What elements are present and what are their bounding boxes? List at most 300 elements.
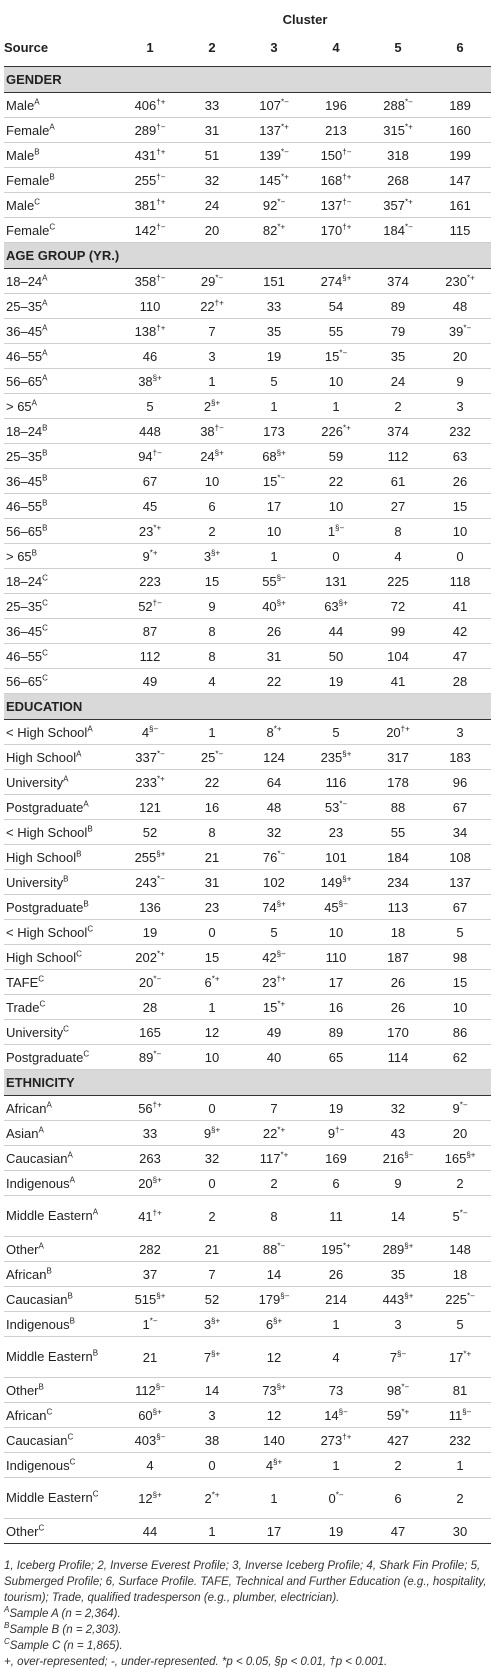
sample-superscript: A bbox=[42, 348, 48, 358]
table-cell bbox=[367, 519, 429, 544]
cell-value: 88 bbox=[390, 799, 406, 815]
cell-value: 55 bbox=[262, 573, 277, 589]
cell-value: 289 bbox=[134, 122, 157, 138]
row-label bbox=[4, 970, 119, 995]
cell-value: 28 bbox=[142, 999, 158, 1015]
row-label-text: 25–35 bbox=[6, 448, 43, 464]
table-cell bbox=[243, 1337, 305, 1378]
table-cell bbox=[367, 1428, 429, 1453]
table-cell bbox=[243, 519, 305, 544]
row-label bbox=[4, 519, 119, 544]
cell-value: 6 bbox=[332, 1175, 340, 1191]
table-cell bbox=[367, 1171, 429, 1196]
row-label bbox=[4, 594, 119, 619]
significance-marker: §+ bbox=[211, 1316, 221, 1326]
cell-value: 139 bbox=[259, 147, 281, 163]
table-cell bbox=[119, 1262, 181, 1287]
table-row bbox=[4, 970, 491, 995]
significance-marker: §+ bbox=[273, 1316, 283, 1326]
sample-superscript: C bbox=[76, 949, 82, 959]
cell-value: 288 bbox=[383, 97, 405, 113]
cell-value: 318 bbox=[387, 147, 409, 163]
significance-marker: *− bbox=[404, 222, 413, 232]
cell-value: 98 bbox=[452, 949, 468, 965]
cell-value: 19 bbox=[266, 348, 282, 364]
table-cell bbox=[367, 118, 429, 143]
cell-value: 81 bbox=[452, 1382, 468, 1398]
cell-value: 22 bbox=[266, 673, 282, 689]
table-cell bbox=[119, 344, 181, 369]
significance-marker: †− bbox=[335, 1125, 345, 1135]
cell-value: 6 bbox=[204, 974, 212, 990]
table-cell bbox=[367, 770, 429, 795]
cell-value: 160 bbox=[449, 122, 471, 138]
cell-value: 1 bbox=[332, 1457, 340, 1473]
table-cell bbox=[429, 344, 491, 369]
table-cell bbox=[429, 1453, 491, 1478]
table-cell bbox=[243, 1096, 305, 1121]
table-cell bbox=[429, 168, 491, 193]
cell-value: 59 bbox=[386, 1407, 402, 1423]
table-cell bbox=[367, 1096, 429, 1121]
cell-value: 9 bbox=[327, 1125, 336, 1141]
table-cell bbox=[305, 720, 367, 745]
significance-marker: §+ bbox=[276, 1382, 286, 1392]
significance-marker: †+ bbox=[276, 974, 286, 984]
table-cell bbox=[305, 494, 367, 519]
cell-value: 65 bbox=[328, 1049, 344, 1065]
row-label bbox=[4, 1478, 119, 1519]
table-cell bbox=[181, 394, 243, 419]
cell-value: 0 bbox=[208, 924, 216, 940]
cell-value: 7 bbox=[389, 1349, 398, 1365]
cell-value: 26 bbox=[390, 999, 406, 1015]
cell-value: 72 bbox=[390, 598, 406, 614]
table-cell bbox=[305, 845, 367, 870]
table-row bbox=[4, 319, 491, 344]
significance-marker: †− bbox=[342, 147, 352, 157]
row-label-text: > 65 bbox=[6, 548, 32, 564]
table-cell bbox=[367, 269, 429, 294]
cell-value: 6 bbox=[265, 1316, 274, 1332]
row-label bbox=[4, 269, 119, 294]
table-cell bbox=[429, 594, 491, 619]
table-row bbox=[4, 820, 491, 845]
row-label-text: 56–65 bbox=[6, 673, 43, 689]
significance-marker: §+ bbox=[342, 273, 352, 283]
cell-value: 6 bbox=[208, 498, 216, 514]
significance-marker: *− bbox=[459, 1100, 468, 1110]
cell-value: 15 bbox=[204, 949, 220, 965]
significance-marker: §− bbox=[280, 1291, 290, 1301]
table-cell bbox=[181, 619, 243, 644]
table-cell bbox=[367, 1378, 429, 1403]
cell-value: 9 bbox=[142, 548, 150, 564]
cell-value: 21 bbox=[204, 1241, 220, 1257]
table-cell bbox=[429, 669, 491, 694]
table-row bbox=[4, 594, 491, 619]
table-cell bbox=[119, 1428, 181, 1453]
table-cell bbox=[429, 1478, 491, 1519]
cell-value: 11 bbox=[448, 1407, 463, 1423]
table-cell bbox=[119, 469, 181, 494]
row-label-text: 25–35 bbox=[6, 598, 43, 614]
col-header: 1 bbox=[146, 40, 154, 55]
table-cell bbox=[367, 1020, 429, 1045]
cell-value: 12 bbox=[138, 1490, 153, 1506]
row-label bbox=[4, 1262, 119, 1287]
cell-value: 63 bbox=[452, 448, 468, 464]
cell-value: 52 bbox=[138, 598, 153, 614]
significance-marker: *+ bbox=[277, 999, 286, 1009]
cell-value: 1 bbox=[456, 1457, 464, 1473]
table-cell bbox=[367, 995, 429, 1020]
row-label bbox=[4, 820, 119, 845]
row-label bbox=[4, 895, 119, 920]
significance-marker: §+ bbox=[214, 448, 224, 458]
row-label-text: Caucasian bbox=[6, 1432, 68, 1448]
table-cell bbox=[181, 1096, 243, 1121]
cell-value: 26 bbox=[266, 623, 282, 639]
table-cell bbox=[367, 795, 429, 820]
table-row bbox=[4, 1171, 491, 1196]
cell-value: 73 bbox=[262, 1382, 277, 1398]
row-label-text: Female bbox=[6, 172, 50, 188]
row-label bbox=[4, 419, 119, 444]
row-label-text: 36–45 bbox=[6, 623, 43, 639]
table-row bbox=[4, 669, 491, 694]
table-cell bbox=[181, 319, 243, 344]
cell-value: 131 bbox=[325, 573, 347, 589]
significance-marker: §+ bbox=[342, 874, 352, 884]
col-header: 2 bbox=[208, 40, 216, 55]
cell-value: 41 bbox=[138, 1208, 153, 1224]
table-cell bbox=[119, 519, 181, 544]
sample-superscript: C bbox=[49, 222, 56, 232]
table-cell bbox=[429, 394, 491, 419]
cell-value: 403 bbox=[134, 1432, 157, 1448]
table-cell bbox=[429, 1196, 491, 1237]
table-cell bbox=[429, 1262, 491, 1287]
table-cell bbox=[119, 369, 181, 394]
table-row bbox=[4, 1519, 491, 1544]
row-label-text: 46–55 bbox=[6, 648, 43, 664]
cell-value: 35 bbox=[390, 1266, 406, 1282]
table-cell bbox=[119, 1478, 181, 1519]
table-cell bbox=[305, 795, 367, 820]
cell-value: 35 bbox=[266, 323, 282, 339]
table-cell bbox=[181, 344, 243, 369]
cell-value: 7 bbox=[203, 1349, 212, 1365]
cell-value: 55 bbox=[328, 323, 344, 339]
table-row bbox=[4, 269, 491, 294]
table-cell bbox=[119, 93, 181, 118]
row-label bbox=[4, 1196, 119, 1237]
table-cell bbox=[429, 469, 491, 494]
table-cell bbox=[429, 1337, 491, 1378]
cell-value: 45 bbox=[324, 899, 339, 915]
cell-value: 168 bbox=[320, 172, 343, 188]
significance-marker: †+ bbox=[342, 172, 352, 182]
cell-value: 31 bbox=[204, 874, 220, 890]
table-cell bbox=[181, 770, 243, 795]
table-cell bbox=[119, 544, 181, 569]
cell-value: 3 bbox=[456, 724, 464, 740]
table-cell bbox=[305, 1121, 367, 1146]
cell-value: 20 bbox=[452, 1125, 468, 1141]
significance-marker: †+ bbox=[342, 1432, 352, 1442]
table-cell bbox=[243, 995, 305, 1020]
sample-superscript: C bbox=[87, 924, 94, 934]
table-cell bbox=[305, 469, 367, 494]
table-row bbox=[4, 168, 491, 193]
cell-value: 19 bbox=[328, 1100, 344, 1116]
cell-value: 11 bbox=[329, 1208, 343, 1224]
significance-marker: §− bbox=[335, 523, 345, 533]
cell-value: 7 bbox=[208, 323, 216, 339]
table-row bbox=[4, 1146, 491, 1171]
table-cell bbox=[305, 1020, 367, 1045]
significance-marker: †+ bbox=[156, 97, 166, 107]
cell-value: 5 bbox=[452, 1208, 460, 1224]
sample-superscript: B bbox=[31, 548, 38, 558]
row-label-text: 56–65 bbox=[6, 373, 43, 389]
row-label-text: 18–24 bbox=[6, 273, 43, 289]
table-cell bbox=[429, 494, 491, 519]
table-cell bbox=[367, 319, 429, 344]
cell-value: 112 bbox=[387, 448, 409, 464]
significance-marker: §+ bbox=[404, 1241, 414, 1251]
cell-value: 45 bbox=[142, 498, 158, 514]
cell-value: 3 bbox=[203, 548, 212, 564]
table-cell bbox=[119, 1121, 181, 1146]
table-cell bbox=[243, 1287, 305, 1312]
table-cell bbox=[367, 920, 429, 945]
row-label-text: Middle Eastern bbox=[6, 1349, 93, 1364]
cell-value: 59 bbox=[328, 448, 344, 464]
table-cell bbox=[305, 168, 367, 193]
cell-value: 20 bbox=[138, 1175, 153, 1191]
row-label-text: 18–24 bbox=[6, 573, 43, 589]
cell-value: 2 bbox=[456, 1175, 464, 1191]
sample-superscript: C bbox=[46, 1407, 53, 1417]
cell-value: 108 bbox=[449, 849, 471, 865]
cell-value: 147 bbox=[449, 172, 471, 188]
sample-superscript: C bbox=[42, 648, 48, 658]
table-cell bbox=[429, 269, 491, 294]
cell-value: 4 bbox=[141, 724, 150, 740]
table-cell bbox=[119, 1453, 181, 1478]
significance-marker: *+ bbox=[280, 172, 289, 182]
cell-value: 116 bbox=[325, 774, 347, 790]
significance-marker: *+ bbox=[211, 1490, 220, 1500]
table-cell bbox=[367, 1519, 429, 1544]
cell-value: 39 bbox=[448, 323, 464, 339]
significance-marker: *+ bbox=[211, 974, 220, 984]
row-label bbox=[4, 1146, 119, 1171]
cell-value: 10 bbox=[328, 924, 344, 940]
significance-marker: *− bbox=[153, 1049, 162, 1059]
table-cell bbox=[181, 970, 243, 995]
cell-value: 223 bbox=[139, 573, 161, 589]
row-label bbox=[4, 669, 119, 694]
cell-value: 38 bbox=[204, 1432, 220, 1448]
cell-value: 10 bbox=[452, 523, 468, 539]
cell-value: 4 bbox=[208, 673, 216, 689]
table-cell bbox=[429, 1378, 491, 1403]
col-header: 5 bbox=[394, 40, 402, 55]
cell-value: 243 bbox=[135, 874, 157, 890]
row-label bbox=[4, 1020, 119, 1045]
table-cell bbox=[367, 1312, 429, 1337]
table-cell bbox=[119, 143, 181, 168]
cell-value: 10 bbox=[328, 373, 344, 389]
cell-value: 113 bbox=[387, 899, 409, 915]
table-cell bbox=[181, 820, 243, 845]
cell-value: 196 bbox=[325, 97, 347, 113]
significance-marker: †− bbox=[156, 222, 166, 232]
row-label-text: Male bbox=[6, 97, 35, 113]
table-cell bbox=[181, 1146, 243, 1171]
cell-value: 14 bbox=[204, 1382, 220, 1398]
sample-superscript: C bbox=[34, 197, 40, 207]
cell-value: 43 bbox=[390, 1125, 406, 1141]
table-cell bbox=[429, 920, 491, 945]
table-cell bbox=[305, 118, 367, 143]
significance-marker: *− bbox=[277, 1241, 286, 1251]
cell-value: 26 bbox=[390, 974, 406, 990]
table-cell bbox=[119, 870, 181, 895]
table-cell bbox=[305, 945, 367, 970]
sample-superscript: C bbox=[42, 573, 48, 583]
significance-marker: *− bbox=[280, 97, 289, 107]
table-body bbox=[4, 67, 491, 1544]
table-cell bbox=[243, 1237, 305, 1262]
table-cell bbox=[181, 644, 243, 669]
cell-value: 22 bbox=[204, 774, 220, 790]
cell-value: 42 bbox=[262, 949, 277, 965]
table-cell bbox=[181, 669, 243, 694]
table-cell bbox=[305, 920, 367, 945]
cell-value: 49 bbox=[142, 673, 158, 689]
cell-value: 151 bbox=[263, 273, 285, 289]
cell-value: 10 bbox=[204, 473, 220, 489]
row-label bbox=[4, 469, 119, 494]
cell-value: 431 bbox=[134, 147, 157, 163]
table-cell bbox=[429, 218, 491, 243]
cell-value: 0 bbox=[456, 548, 464, 564]
cell-value: 16 bbox=[328, 999, 344, 1015]
significance-marker: §+ bbox=[211, 1349, 221, 1359]
cell-value: 33 bbox=[266, 298, 282, 314]
sample-superscript: C bbox=[42, 598, 48, 608]
table-cell bbox=[429, 419, 491, 444]
table-cell bbox=[429, 1020, 491, 1045]
cell-value: 94 bbox=[138, 448, 153, 464]
row-label bbox=[4, 1121, 119, 1146]
significance-marker: §+ bbox=[211, 398, 221, 408]
cell-value: 24 bbox=[204, 197, 220, 213]
cell-value: 263 bbox=[139, 1150, 161, 1166]
cell-value: 1 bbox=[208, 724, 216, 740]
table-cell bbox=[181, 544, 243, 569]
table-cell bbox=[367, 1262, 429, 1287]
cell-value: 47 bbox=[452, 648, 468, 664]
significance-marker: †+ bbox=[214, 298, 224, 308]
table-cell bbox=[243, 1262, 305, 1287]
cell-value: 8 bbox=[270, 1208, 278, 1224]
row-label bbox=[4, 1403, 119, 1428]
table-cell bbox=[181, 419, 243, 444]
table-row bbox=[4, 444, 491, 469]
row-label-text: High School bbox=[6, 849, 77, 865]
cell-value: 73 bbox=[328, 1382, 344, 1398]
row-label bbox=[4, 1237, 119, 1262]
cell-value: 145 bbox=[259, 172, 281, 188]
table-row bbox=[4, 1237, 491, 1262]
significance-marker: §+ bbox=[273, 1457, 283, 1467]
row-label-text: 46–55 bbox=[6, 348, 43, 364]
sample-superscript: A bbox=[83, 799, 89, 809]
table-cell bbox=[119, 619, 181, 644]
cell-value: 121 bbox=[139, 799, 161, 815]
table-cell bbox=[243, 1478, 305, 1519]
cell-value: 0 bbox=[208, 1100, 216, 1116]
row-label bbox=[4, 544, 119, 569]
significance-marker: †− bbox=[156, 172, 166, 182]
cell-value: 23 bbox=[204, 899, 220, 915]
cell-value: 12 bbox=[266, 1349, 282, 1365]
table-cell bbox=[367, 945, 429, 970]
cell-value: 179 bbox=[258, 1291, 281, 1307]
table-cell bbox=[305, 619, 367, 644]
cell-value: 60 bbox=[138, 1407, 153, 1423]
table-cell bbox=[305, 1312, 367, 1337]
table-cell bbox=[367, 168, 429, 193]
cell-value: 9 bbox=[452, 1100, 460, 1116]
cell-value: 44 bbox=[328, 623, 344, 639]
table-cell bbox=[305, 394, 367, 419]
table-cell bbox=[181, 795, 243, 820]
cell-value: 52 bbox=[204, 1291, 220, 1307]
table-row bbox=[4, 1121, 491, 1146]
cell-value: 22 bbox=[328, 473, 344, 489]
cell-value: 3 bbox=[208, 348, 216, 364]
cell-value: 2 bbox=[394, 1457, 402, 1473]
significance-marker: †+ bbox=[152, 1208, 162, 1218]
table-cell bbox=[429, 519, 491, 544]
table-cell bbox=[243, 1428, 305, 1453]
table-row bbox=[4, 995, 491, 1020]
cell-value: 89 bbox=[138, 1049, 154, 1065]
row-label-text: African bbox=[6, 1266, 47, 1282]
cell-value: 225 bbox=[445, 1291, 467, 1307]
table-cell bbox=[243, 569, 305, 594]
cell-value: 202 bbox=[135, 949, 157, 965]
table-cell bbox=[305, 594, 367, 619]
table-row bbox=[4, 118, 491, 143]
row-label bbox=[4, 319, 119, 344]
significance-marker: †− bbox=[152, 598, 162, 608]
significance-marker: *− bbox=[401, 1382, 410, 1392]
table-cell bbox=[367, 193, 429, 218]
table-cell bbox=[305, 1378, 367, 1403]
cell-value: 6 bbox=[394, 1490, 402, 1506]
table-cell bbox=[119, 669, 181, 694]
sample-superscript: B bbox=[63, 874, 69, 884]
row-label bbox=[4, 143, 119, 168]
sample-superscript: A bbox=[49, 122, 55, 132]
